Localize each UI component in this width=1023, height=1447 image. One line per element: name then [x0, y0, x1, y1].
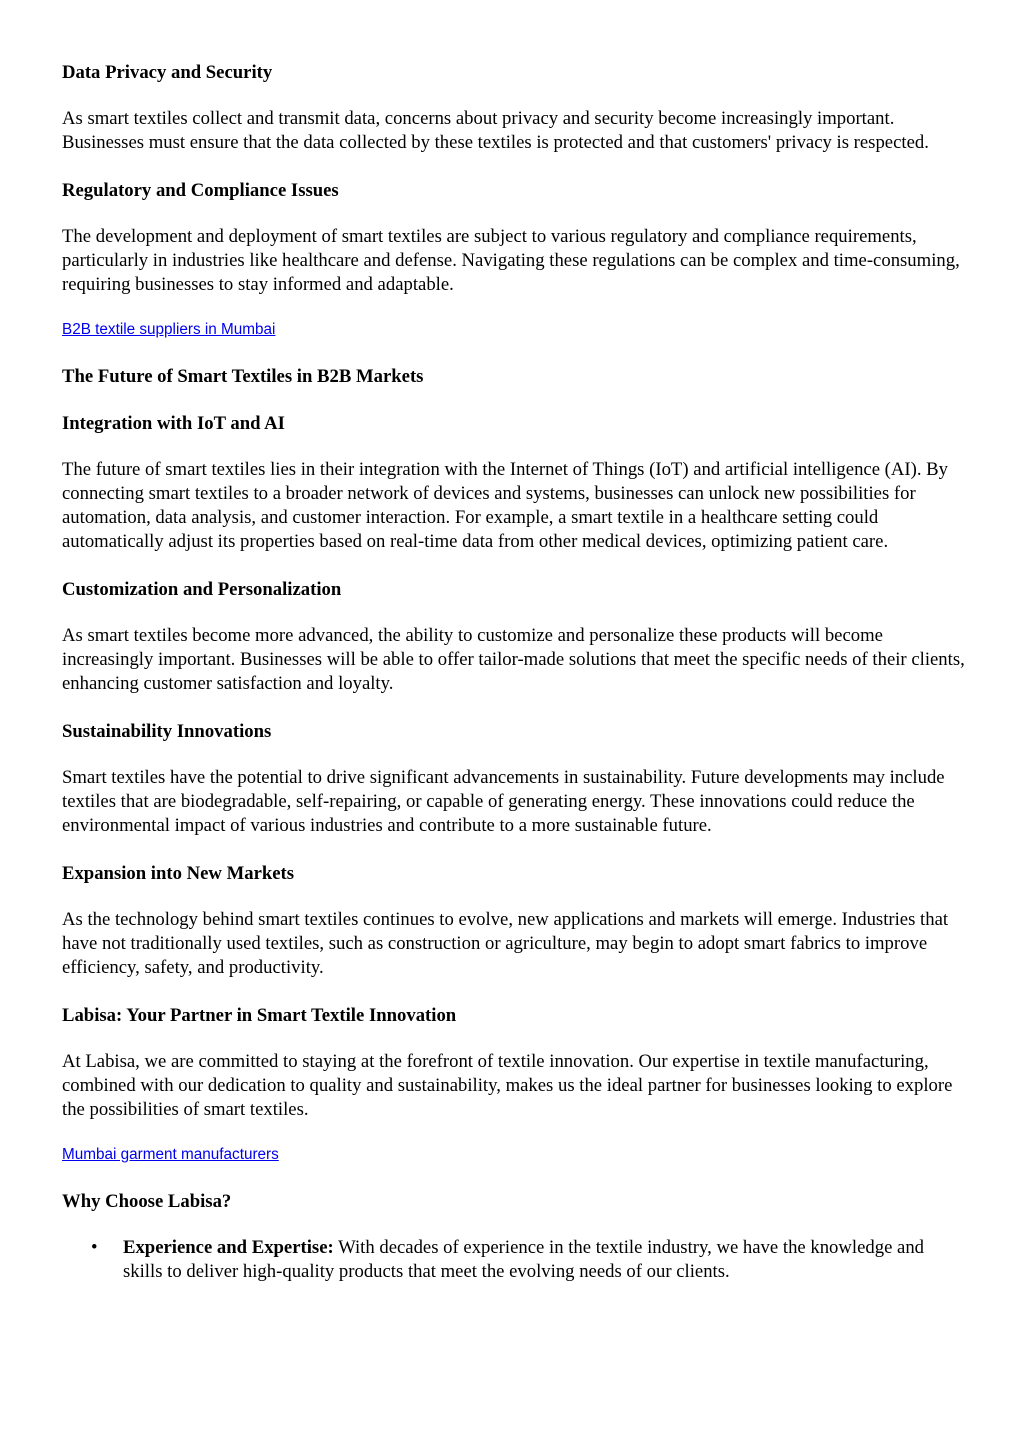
- bullet-icon: •: [91, 1237, 98, 1258]
- section-body-sustainability: Smart textiles have the potential to drive significant advancements in sustainability. Future developments may include textiles that are biodegradable, self-repairing, or capable of generating energy. These innovations could reduce the environmental impact of various industries and contribute to a more sustainable future.: [62, 767, 945, 836]
- section-body-data-privacy: As smart textiles collect and transmit data, concerns about privacy and security become increasingly important. Businesses must ensure that the data collected by these textiles is protected and that customers' privacy is respected.: [62, 108, 929, 153]
- section-heading-sustainability: Sustainability Innovations: [62, 721, 272, 742]
- section-body-new-markets: As the technology behind smart textiles continues to evolve, new applications and markets will emerge. Industries that have not traditionally used textiles, such as construction or agriculture, may begin to adopt smart fabrics to improve efficiency, safety, and productivity.: [62, 909, 949, 978]
- list-item: [91, 1236, 967, 1284]
- link-line-garment: [62, 1145, 967, 1165]
- section-body-labisa-partner: At Labisa, we are committed to staying at the forefront of textile innovation. Our expertise in textile manufacturing, combined with our dedication to quality and sustainability, makes us the ideal partner for businesses looking to explore the possibilities of smart textiles.: [62, 1051, 953, 1120]
- section-body-regulatory: The development and deployment of smart textiles are subject to various regulatory and compliance requirements, particularly in industries like healthcare and defense. Navigating these regulations can be complex and time-consuming, requiring businesses to stay informed and adaptable.: [62, 226, 960, 295]
- section-heading-data-privacy: Data Privacy and Security: [62, 62, 273, 83]
- section-heading-customization: Customization and Personalization: [62, 579, 342, 600]
- section-heading-labisa-partner: Labisa: Your Partner in Smart Textile Innovation: [62, 1005, 457, 1026]
- why-choose-heading: Why Choose Labisa?: [62, 1191, 232, 1212]
- future-heading: The Future of Smart Textiles in B2B Markets: [62, 366, 424, 387]
- document-page: [62, 60, 967, 1284]
- link-line-b2b: [62, 320, 967, 340]
- list-item-title: Experience and Expertise:: [123, 1237, 334, 1258]
- section-body-customization: As smart textiles become more advanced, the ability to customize and personalize these products will become increasingly important. Businesses will be able to offer tailor-made solutions that meet the specific needs of their clients, enhancing customer satisfaction and loyalty.: [62, 625, 965, 694]
- list-item-text: With decades of experience in the textile industry, we have the knowledge and skills to deliver high-quality products that meet the evolving needs of our clients.: [123, 1237, 925, 1282]
- section-heading-new-markets: Expansion into New Markets: [62, 863, 295, 884]
- section-body-iot-ai: The future of smart textiles lies in their integration with the Internet of Things (IoT) and artificial intelligence (AI). By connecting smart textiles to a broader network of devices and systems, businesses can unlock new possibilities for automation, data analysis, and customer interaction. For example, a smart textile in a healthcare setting could automatically adjust its properties based on real-time data from other medical devices, optimizing patient care.: [62, 459, 948, 552]
- section-heading-regulatory: Regulatory and Compliance Issues: [62, 180, 339, 201]
- garment-manufacturers-link[interactable]: Mumbai garment manufacturers: [62, 1146, 279, 1163]
- why-choose-list: [62, 1236, 967, 1284]
- b2b-suppliers-link[interactable]: B2B textile suppliers in Mumbai: [62, 321, 276, 338]
- section-heading-iot-ai: Integration with IoT and AI: [62, 413, 285, 434]
